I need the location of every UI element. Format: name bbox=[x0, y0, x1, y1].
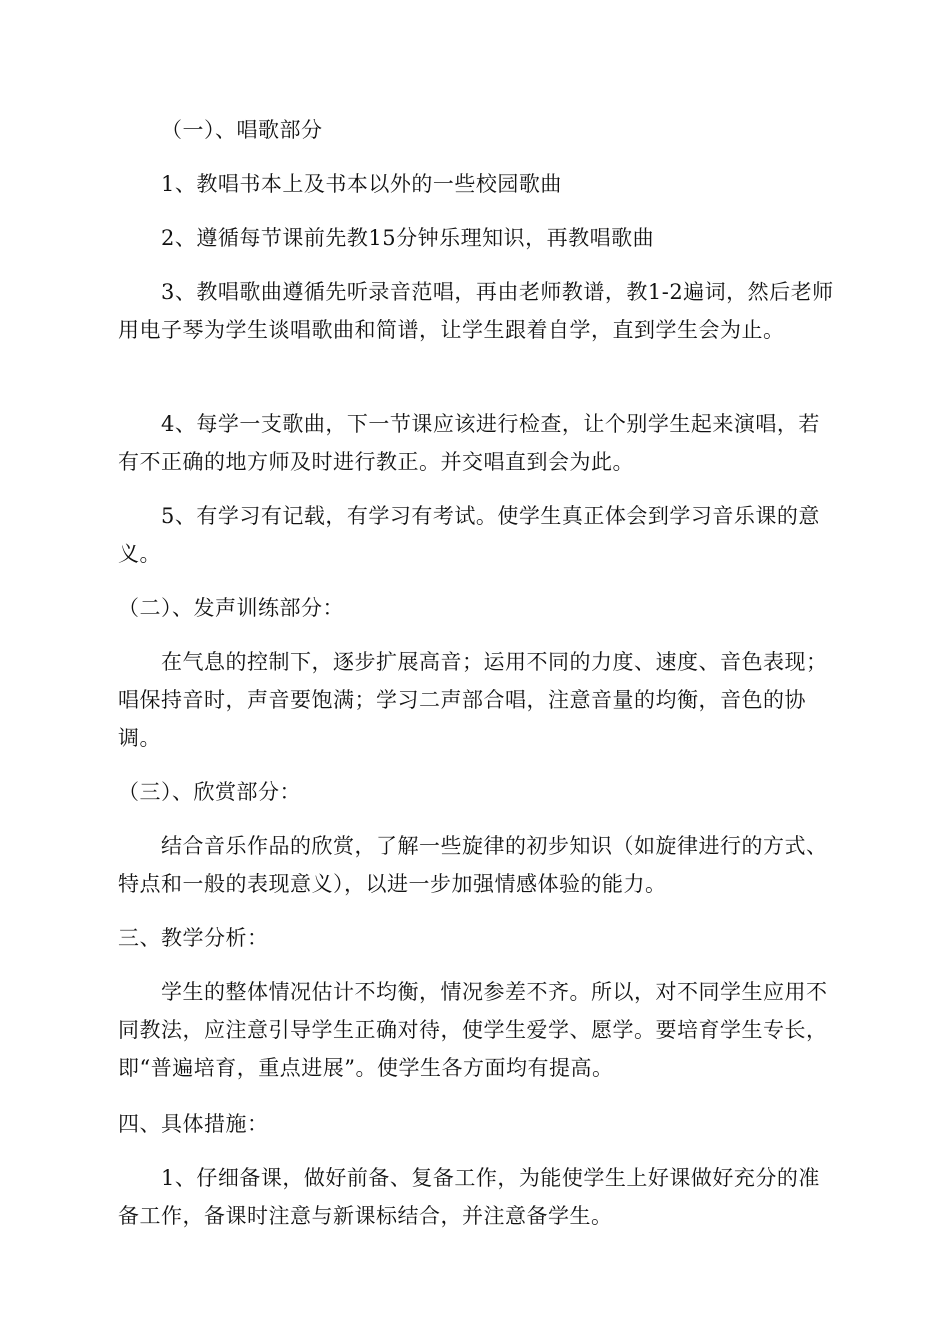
paragraph-measure-1: 1、仔细备课，做好前备、复备工作，为能使学生上好课做好充分的准备工作，备课时注意与新课标结合，并注意备学生。 bbox=[118, 1166, 820, 1228]
heading-teaching-analysis: 三、教学分析： bbox=[118, 926, 269, 950]
paragraph-item-2: 2、遵循每节课前先教15分钟乐理知识，再教唱歌曲 bbox=[161, 226, 655, 250]
paragraph-teaching-analysis: 学生的整体情况估计不均衡，情况参差不齐。所以，对不同学生应用不同教法，应注意引导学生正确对待，使学生爱学、愿学。要培育学生专长，即“普遍培育，重点进展”。使学生各方面均有提高。 bbox=[118, 980, 828, 1080]
paragraph-item-1: 1、教唱书本上及书本以外的一些校园歌曲 bbox=[161, 172, 562, 196]
paragraph-item-4: 4、每学一支歌曲，下一节课应该进行检查，让个别学生起来演唱，若有不正确的地方师及时进行教正。并交唱直到会为此。 bbox=[118, 412, 820, 474]
paragraph-item-5: 5、有学习有记载，有学习有考试。使学生真正体会到学习音乐课的意义。 bbox=[118, 504, 820, 566]
heading-specific-measures: 四、具体措施： bbox=[118, 1112, 269, 1136]
paragraph-appreciation: 结合音乐作品的欣赏，了解一些旋律的初步知识（如旋律进行的方式、特点和一般的表现意义），以进一步加强情感体验的能力。 bbox=[118, 834, 828, 896]
heading-vocal-training: （二）、发声训练部分： bbox=[118, 596, 344, 620]
paragraph-vocal-training: 在气息的控制下，逐步扩展高音；运用不同的力度、速度、音色表现；唱保持音时，声音要饱满；学习二声部合唱，注意音量的均衡，音色的协调。 bbox=[118, 650, 828, 750]
heading-singing-section: （一）、唱歌部分 bbox=[161, 118, 323, 142]
paragraph-item-3: 3、教唱歌曲遵循先听录音范唱，再由老师教谱，教1-2遍词，然后老师用电子琴为学生谈唱歌曲和简谱，让学生跟着自学，直到学生会为止。 bbox=[118, 280, 834, 342]
heading-appreciation: （三）、欣赏部分： bbox=[118, 780, 301, 804]
